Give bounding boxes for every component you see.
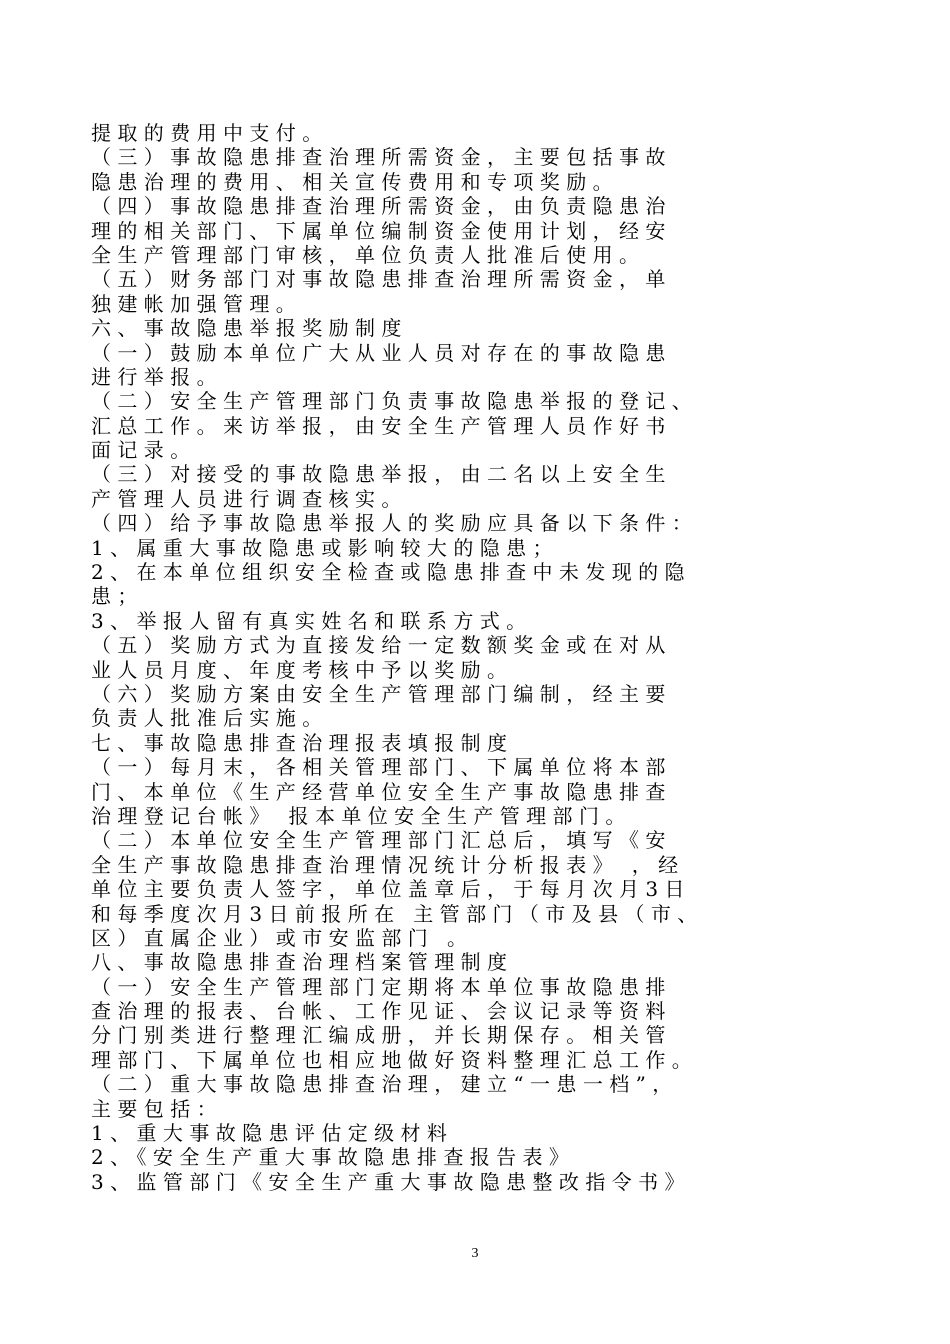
page-number: 3 (471, 1246, 479, 1261)
text-line: （四）给予事故隐患举报人的奖励应具备以下条件： (91, 511, 699, 536)
text-line: （四）事故隐患排查治理所需资金，由负责隐患治 (91, 194, 672, 219)
text-line: 独建帐加强管理。 (91, 291, 303, 316)
text-line: 门、本单位《生产经营单位安全生产事故隐患排查 (91, 779, 672, 804)
text-line: 和每季度次月3日前报所在 主管部门（市及县（市、 (91, 901, 704, 926)
text-line: 六、事故隐患举报奖励制度 (91, 316, 408, 341)
text-line: 全生产管理部门审核，单位负责人批准后使用。 (91, 242, 646, 267)
text-line: 提取的费用中支付。 (91, 121, 329, 145)
text-line: 全生产事故隐患排查治理情况统计分析报表》 ，经 (91, 852, 685, 877)
text-line: 隐患治理的费用、相关宣传费用和专项奖励。 (91, 169, 619, 194)
text-line: （二）安全生产管理部门负责事故隐患举报的登记、 (91, 389, 699, 414)
text-line: 业人员月度、年度考核中予以奖励。 (91, 657, 514, 682)
text-line: 区）直属企业）或市安监部门 。 (91, 925, 474, 950)
text-line: （三）事故隐患排查治理所需资金，主要包括事故 (91, 145, 672, 170)
text-line: （二）本单位安全生产管理部门汇总后，填写《安 (91, 828, 672, 853)
text-line: 单位主要负责人签字，单位盖章后，于每月次月3日 (91, 877, 691, 902)
text-line: （一）每月末，各相关管理部门、下属单位将本部 (91, 755, 672, 780)
text-line: 1、重大事故隐患评估定级材料 (91, 1121, 454, 1146)
text-line: 负责人批准后实施。 (91, 706, 329, 731)
text-line: （一）安全生产管理部门定期将本单位事故隐患排 (91, 974, 672, 999)
text-line: 主要包括： (91, 1096, 223, 1121)
text-line: （二）重大事故隐患排查治理，建立“一患一档”， (91, 1072, 679, 1097)
text-line: 3、监管部门《安全生产重大事故隐患整改指令书》 (91, 1169, 691, 1194)
text-line: 2、在本单位组织安全检查或隐患排查中未发现的隐 (91, 560, 691, 585)
text-line: 理部门、下属单位也相应地做好资料整理汇总工作。 (91, 1047, 699, 1072)
text-line: 进行举报。 (91, 364, 223, 389)
text-line: 产管理人员进行调查核实。 (91, 486, 408, 511)
text-line: 分门别类进行整理汇编成册，并长期保存。相关管 (91, 1023, 672, 1048)
text-line: （三）对接受的事故隐患举报，由二名以上安全生 (91, 462, 672, 487)
text-line: 七、事故隐患排查治理报表填报制度 (91, 730, 514, 755)
text-line: 八、事故隐患排查治理档案管理制度 (91, 950, 514, 975)
text-line: 3、举报人留有真实姓名和联系方式。 (91, 608, 533, 633)
text-line: 面记录。 (91, 438, 197, 463)
text-line: （五）财务部门对事故隐患排查治理所需资金，单 (91, 267, 672, 292)
text-line: （六）奖励方案由安全生产管理部门编制，经主要 (91, 681, 672, 706)
text-line: 2、《安全生产重大事故隐患排查报告表》 (91, 1145, 576, 1170)
text-line: 1、属重大事故隐患或影响较大的隐患； (91, 535, 559, 560)
text-line: 患； (91, 584, 144, 609)
text-line: 汇总工作。来访举报，由安全生产管理人员作好书 (91, 413, 672, 438)
text-line: （一）鼓励本单位广大从业人员对存在的事故隐患 (91, 340, 672, 365)
text-line: （五）奖励方式为直接发给一定数额奖金或在对从 (91, 633, 672, 658)
text-line: 查治理的报表、台帐、工作见证、会议记录等资料 (91, 999, 672, 1024)
text-line: 治理登记台帐》 报本单位安全生产管理部门。 (91, 803, 632, 828)
document-body (91, 121, 871, 1194)
text-line: 理的相关部门、下属单位编制资金使用计划，经安 (91, 218, 672, 243)
